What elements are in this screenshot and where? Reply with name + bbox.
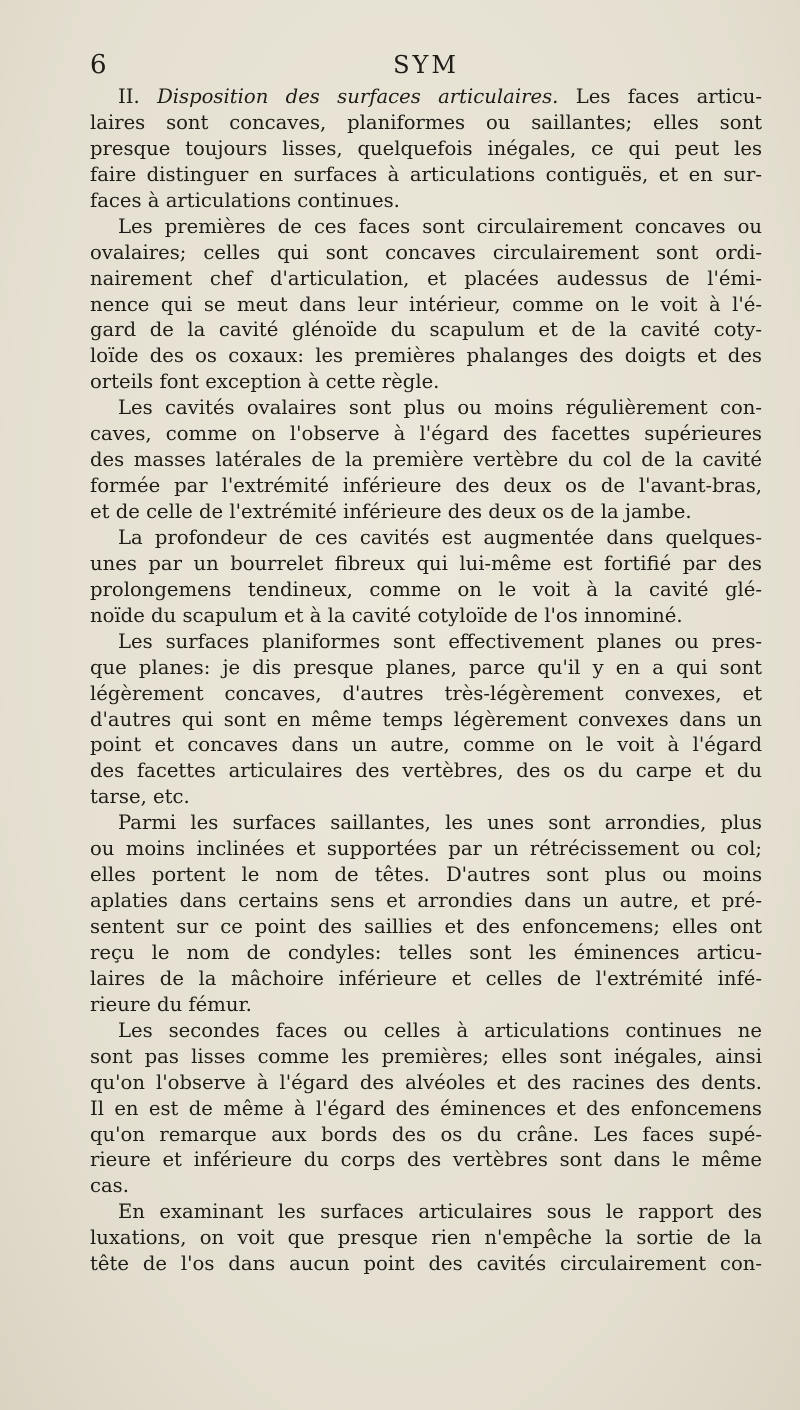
text-line: Les premières de ces faces sont circulairement concaves ou <box>118 214 762 238</box>
section-number: II. <box>118 85 158 108</box>
paragraph <box>90 84 762 214</box>
text-line: presque toujours lisses, quelquefois inégales, ce qui peut les <box>90 136 762 160</box>
section-title: Disposition des surfaces articulaires. <box>157 85 559 108</box>
line-text: Les faces articu- <box>558 85 763 108</box>
text-line: Les cavités ovalaires sont plus ou moins régulièrement con- <box>118 396 762 420</box>
body-text <box>90 84 762 1277</box>
text-line: En examinant les surfaces articulaires sous le rapport des <box>118 1200 762 1224</box>
text-line: prolongemens tendineux, comme on le voit à la cavité glé- <box>90 577 762 601</box>
text-line: faire distinguer en surfaces à articulations contiguës, et en sur- <box>90 162 762 186</box>
text-line: et de celle de l'extrémité inférieure des deux os de la jambe. <box>90 500 692 523</box>
text-line: qu'on remarque aux bords des os du crâne. Les faces supé- <box>90 1122 762 1146</box>
text-line: caves, comme on l'observe à l'égard des facettes supérieures <box>90 422 762 446</box>
text-line: elles portent le nom de têtes. D'autres sont plus ou moins <box>90 863 762 887</box>
text-line: laires sont concaves, planiformes ou saillantes; elles sont <box>90 110 762 134</box>
text-line: point et concaves dans un autre, comme on le voit à l'égard <box>90 733 762 757</box>
text-line: reçu le nom de condyles: telles sont les éminences articu- <box>90 940 762 964</box>
paragraph <box>90 214 762 396</box>
paragraph <box>90 629 762 811</box>
text-line: des masses latérales de la première vertèbre du col de la cavité <box>90 448 762 472</box>
text-line: aplaties dans certains sens et arrondies dans un autre, et pré- <box>90 889 762 913</box>
text-line: Parmi les surfaces saillantes, les unes sont arrondies, plus <box>118 811 762 835</box>
text-line: loïde des os coxaux: les premières phalanges des doigts et des <box>90 344 762 368</box>
text-line: ou moins inclinées et supportées par un rétrécissement ou col; <box>90 837 762 861</box>
text-line: que planes: je dis presque planes, parce qu'il y en a qui sont <box>90 655 762 679</box>
text-line: faces à articulations continues. <box>90 188 400 212</box>
text-line: Il en est de même à l'égard des éminences et des enfoncemens <box>90 1096 762 1120</box>
text-line: rieure et inférieure du corps des vertèbres sont dans le même <box>90 1148 762 1172</box>
paragraph <box>90 810 762 1018</box>
text-line: unes par un bourrelet fibreux qui lui-même est fortifié par des <box>90 551 762 575</box>
text-line: luxations, on voit que presque rien n'empêche la sortie de la <box>90 1226 762 1250</box>
text-line: nence qui se meut dans leur intérieur, comme on le voit à l'é- <box>90 292 762 316</box>
text-line: nairement chef d'articulation, et placées audessus de l'émi- <box>90 266 762 290</box>
text-line: La profondeur de ces cavités est augmentée dans quelques- <box>118 525 762 549</box>
text-line: des facettes articulaires des vertèbres, des os du carpe et du <box>90 759 762 783</box>
running-head: SYM <box>393 51 459 79</box>
text-line: sentent sur ce point des saillies et des enfoncemens; elles ont <box>90 915 762 938</box>
text-line: formée par l'extrémité inférieure des deux os de l'avant-bras, <box>90 474 762 498</box>
paragraph <box>90 395 762 525</box>
text-line: tête de l'os dans aucun point des cavités circulairement con- <box>90 1252 762 1276</box>
text-line: légèrement concaves, d'autres très-légèrement convexes, et <box>90 681 762 705</box>
page-header <box>90 50 762 82</box>
text-line: tarse, etc. <box>90 785 190 809</box>
text-line: d'autres qui sont en même temps légèrement convexes dans un <box>90 707 762 731</box>
text-line: noïde du scapulum et à la cavité cotyloïde de l'os innominé. <box>90 603 683 627</box>
paragraph <box>90 525 762 629</box>
page-number: 6 <box>90 50 107 80</box>
text-line: Les surfaces planiformes sont effectivement planes ou pres- <box>118 629 762 653</box>
text-line: laires de la mâchoire inférieure et celles de l'extrémité infé- <box>90 966 762 990</box>
text-line: ovalaires; celles qui sont concaves circulairement sont ordi- <box>90 240 762 264</box>
paragraph <box>90 1018 762 1200</box>
text-line <box>90 84 762 110</box>
text-line: qu'on l'observe à l'égard des alvéoles et des racines des dents. <box>90 1070 762 1094</box>
text-line: Les secondes faces ou celles à articulations continues ne <box>118 1018 762 1042</box>
text-line: orteils font exception à cette règle. <box>90 370 440 394</box>
text-line: sont pas lisses comme les premières; elles sont inégales, ainsi <box>90 1044 762 1068</box>
text-line: rieure du fémur. <box>90 992 252 1016</box>
paragraph <box>90 1199 762 1277</box>
text-line: cas. <box>90 1174 129 1198</box>
text-line: gard de la cavité glénoïde du scapulum et de la cavité coty- <box>90 318 762 342</box>
